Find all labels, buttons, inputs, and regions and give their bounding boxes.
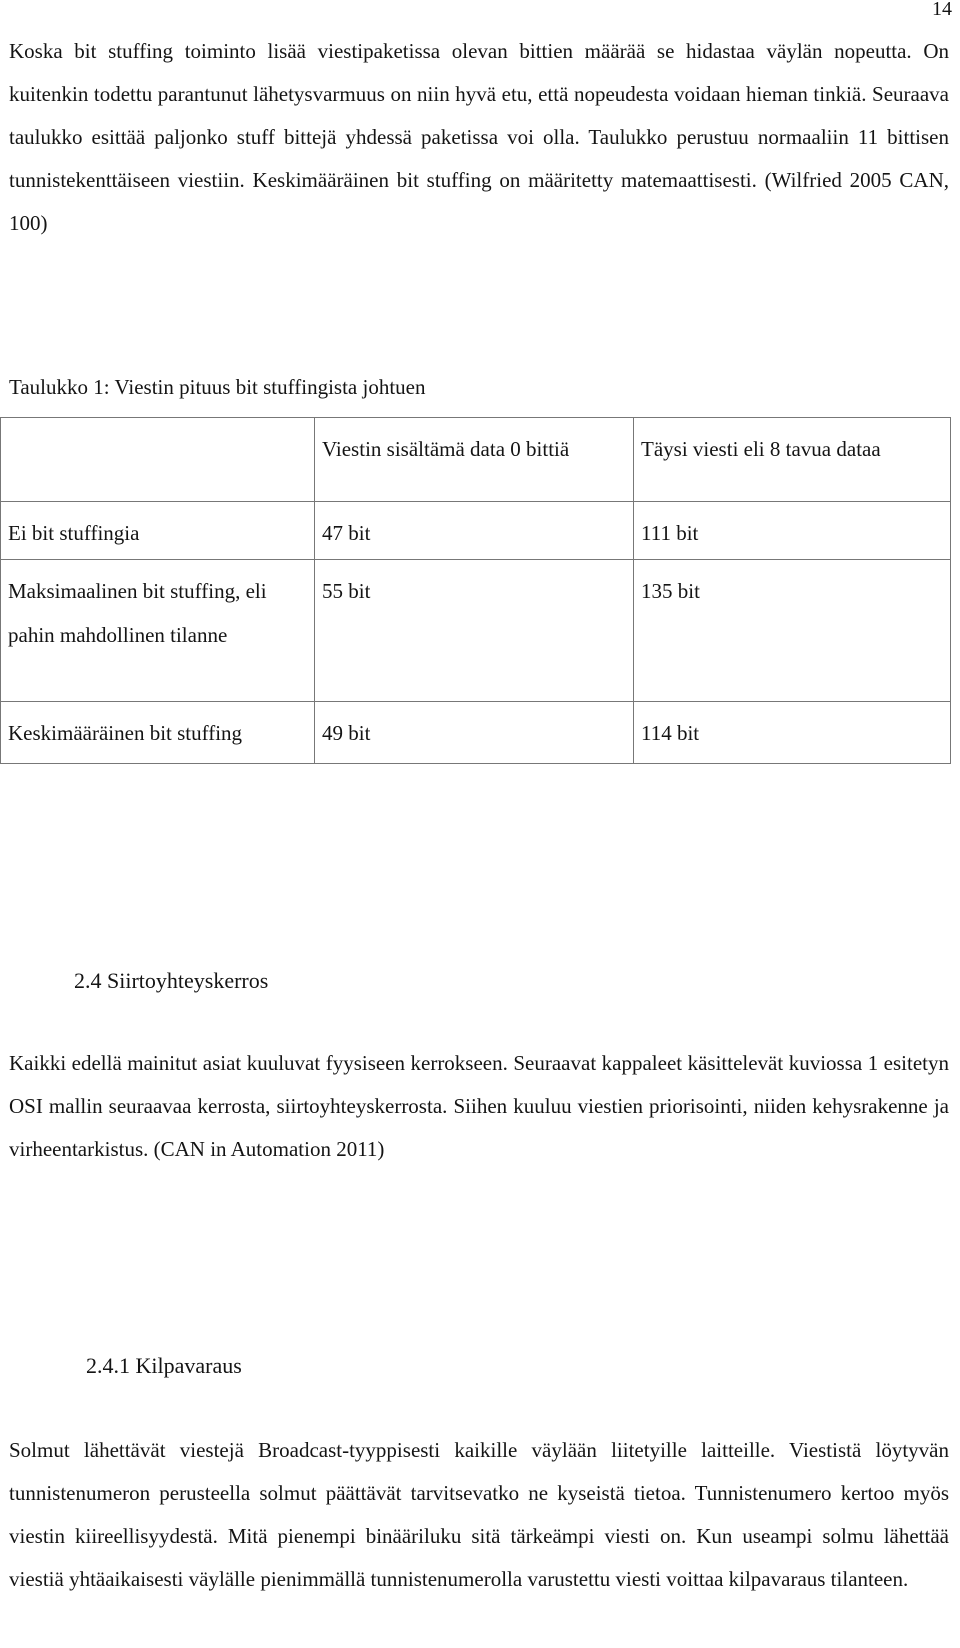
row-value-zero-bits: 55 bit <box>315 560 634 702</box>
section-2-4-1-paragraph: Solmut lähettävät viestejä Broadcast-tyyppisesti kaikille väylään liitetyille laitteille. Viestistä löytyvän tunnistenumeron perusteella solmut päättävät tarvitsevatko ne kyseistä tietoa. Tunnistenumero kertoo myös viestin kiireellisyydestä. Mitä pienempi binääriluku sitä tärkeämpi viesti on. Kun useampi solmu lähettää viestiä yhtäaikaisesti väylälle pienimmällä tunnistenumerolla varustettu viesti voittaa kilpavaraus tilanteen. <box>9 1438 949 1591</box>
row-label: Ei bit stuffingia <box>1 502 315 560</box>
row-label: Maksimaalinen bit stuffing, eli pahin mahdollinen tilanne <box>1 560 315 702</box>
row-value-full-message: 135 bit <box>634 560 951 702</box>
section-heading-2-4: 2.4 Siirtoyhteyskerros <box>74 968 269 993</box>
table-row <box>1 560 951 702</box>
row-value-full-message: 114 bit <box>634 702 951 764</box>
row-value-zero-bits: 47 bit <box>315 502 634 560</box>
header-cell-zero-bits: Viestin sisältämä data 0 bittiä <box>315 418 634 502</box>
table-caption: Taulukko 1: Viestin pituus bit stuffingista johtuen <box>9 375 426 399</box>
section-2-4-paragraph: Kaikki edellä mainitut asiat kuuluvat fyysiseen kerrokseen. Seuraavat kappaleet käsittelevät kuviossa 1 esitetyn OSI mallin seuraavaa kerrosta, siirtoyhteyskerrosta. Siihen kuuluu viestien priorisointi, niiden kehysrakenne ja virheentarkistus. (CAN in Automation 2011) <box>9 1051 949 1161</box>
header-cell-empty <box>1 418 315 502</box>
row-label: Keskimääräinen bit stuffing <box>1 702 315 764</box>
bit-stuffing-table <box>0 417 951 764</box>
table-row <box>1 702 951 764</box>
header-cell-full-message: Täysi viesti eli 8 tavua dataa <box>634 418 951 502</box>
table-row <box>1 502 951 560</box>
table-header-row <box>1 418 951 502</box>
intro-paragraph: Koska bit stuffing toiminto lisää viestipaketissa olevan bittien määrää se hidastaa väylän nopeutta. On kuitenkin todettu parantunut lähetysvarmuus on niin hyvä etu, että nopeudesta voidaan hieman tinkiä. Seuraava taulukko esittää paljonko stuff bittejä yhdessä paketissa voi olla. Taulukko perustuu normaaliin 11 bittisen tunnistekenttäiseen viestiin. Keskimääräinen bit stuffing on määritetty matemaattisesti. (Wilfried 2005 CAN, 100) <box>9 39 949 235</box>
section-heading-2-4-1: 2.4.1 Kilpavaraus <box>86 1353 242 1378</box>
page-number: 14 <box>932 0 952 20</box>
row-value-zero-bits: 49 bit <box>315 702 634 764</box>
row-value-full-message: 111 bit <box>634 502 951 560</box>
